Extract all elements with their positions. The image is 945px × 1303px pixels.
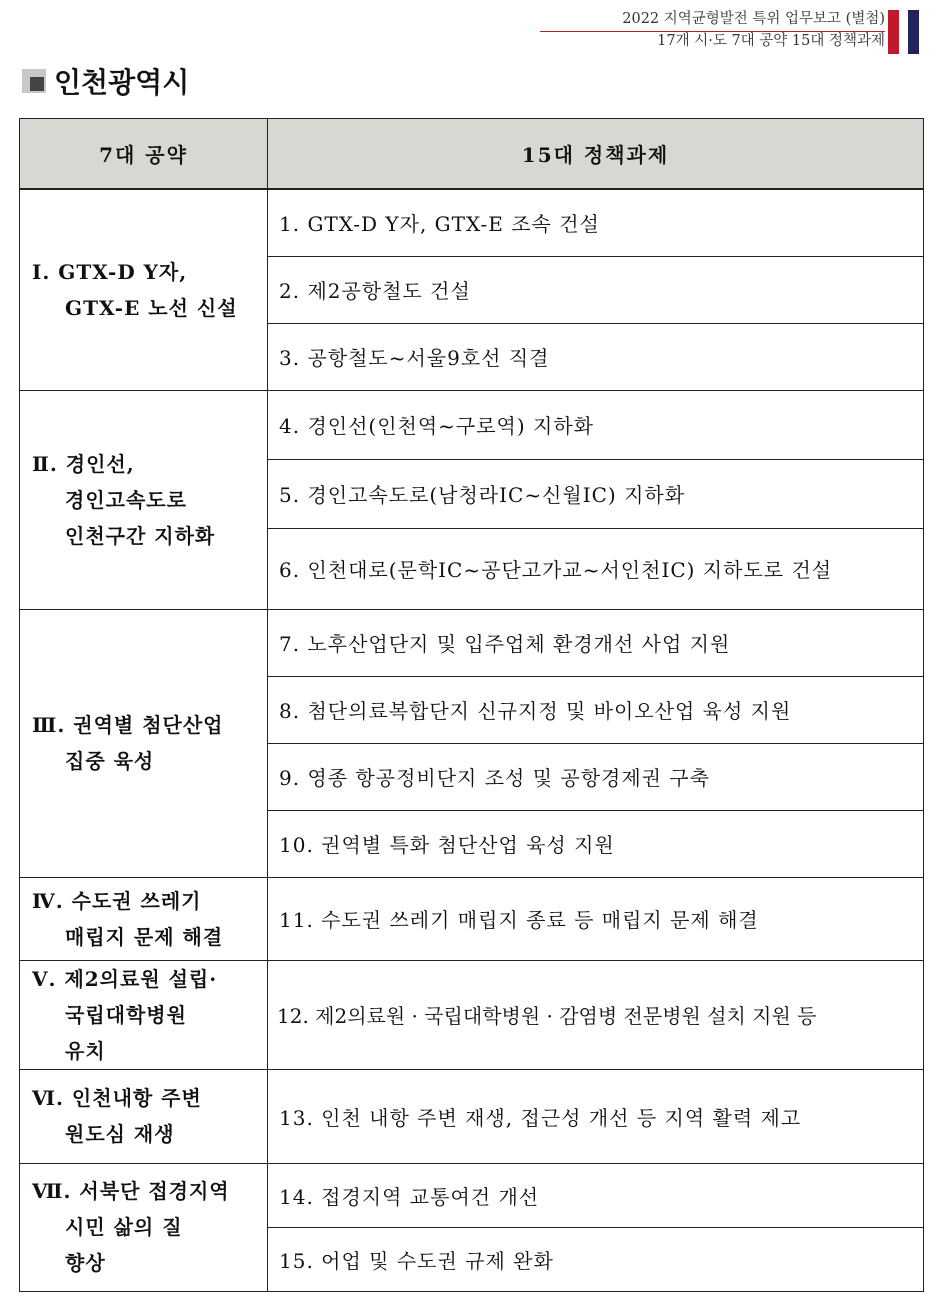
pledge-line: 국립대학병원 (65, 1002, 187, 1027)
task-cell: 4. 경인선(인천역~구로역) 지하화 (268, 390, 924, 459)
col-header-tasks: 15대 정책과제 (268, 119, 924, 190)
pledge-line: 경인고속도로 (65, 487, 187, 512)
pledge-line: 인천구간 지하화 (65, 523, 216, 548)
pledge-line: 집중 육성 (65, 749, 155, 773)
report-header-line1: 2022 지역균형발전 특위 업무보고 (별첨) (622, 11, 885, 27)
pledge-cell (20, 189, 268, 390)
col-header-pledges: 7대 공약 (20, 119, 268, 190)
pledge-line: Ⅳ. 수도권 쓰레기 (32, 888, 202, 913)
task-cell: 13. 인천 내항 주변 재생, 접근성 개선 등 지역 활력 제고 (268, 1069, 924, 1163)
pledge-line: Ⅴ. 제2의료원 설립· (32, 966, 218, 991)
task-cell: 15. 어업 및 수도권 규제 완화 (268, 1227, 924, 1291)
pledge-line: 시민 삶의 질 (65, 1215, 183, 1239)
report-header-line2: 17개 시·도 7대 공약 15대 정책과제 (657, 33, 885, 49)
pledge-line: Ⅱ. 경인선, (32, 451, 135, 476)
pledge-line: 유치 (65, 1038, 106, 1063)
pledge-line: Ⅵ. 인천내항 주변 (32, 1086, 202, 1110)
page-title-area (22, 62, 189, 100)
task-cell: 6. 인천대로(문학IC~공단고가교~서인천IC) 지하도로 건설 (268, 528, 924, 609)
task-cell: 3. 공항철도~서울9호선 직결 (268, 323, 924, 390)
page-title: 인천광역시 (54, 66, 190, 99)
pledge-cell (20, 609, 268, 877)
red-accent-bar (888, 10, 899, 54)
task-cell: 2. 제2공항철도 건설 (268, 256, 924, 323)
task-cell: 9. 영종 항공정비단지 조성 및 공항경제권 구축 (268, 743, 924, 810)
task-cell: 14. 접경지역 교통여건 개선 (268, 1163, 924, 1227)
pledge-line: 원도심 재생 (65, 1122, 175, 1146)
pledge-line: 매립지 문제 해결 (65, 924, 224, 949)
task-cell: 12. 제2의료원 · 국립대학병원 · 감염병 전문병원 설치 지원 등 (268, 960, 924, 1069)
header-divider (540, 31, 885, 32)
task-cell: 8. 첨단의료복합단지 신규지정 및 바이오산업 육성 지원 (268, 676, 924, 743)
task-cell: 1. GTX-D Y자, GTX-E 조속 건설 (268, 189, 924, 256)
pledge-line: Ⅲ. 권역별 첨단산업 (32, 713, 224, 737)
pledge-line: Ⅶ. 서북단 접경지역 (32, 1179, 230, 1203)
task-cell: 10. 권역별 특화 첨단산업 육성 지원 (268, 810, 924, 877)
square-bullet-icon (22, 69, 46, 93)
navy-accent-bar (908, 10, 919, 54)
pledge-cell (20, 960, 268, 1069)
pledge-table (19, 118, 924, 1292)
pledge-line: GTX-E 노선 신설 (65, 295, 238, 320)
pledge-cell (20, 1069, 268, 1163)
task-cell: 5. 경인고속도로(남청라IC~신월IC) 지하화 (268, 459, 924, 528)
pledge-line: 향상 (65, 1251, 106, 1275)
pledge-cell (20, 390, 268, 609)
report-header (622, 8, 885, 52)
task-cell: 7. 노후산업단지 및 입주업체 환경개선 사업 지원 (268, 609, 924, 676)
pledge-line: Ⅰ. GTX-D Y자, (32, 259, 188, 284)
task-cell: 11. 수도권 쓰레기 매립지 종료 등 매립지 문제 해결 (268, 877, 924, 960)
pledge-cell (20, 877, 268, 960)
pledge-cell (20, 1163, 268, 1291)
